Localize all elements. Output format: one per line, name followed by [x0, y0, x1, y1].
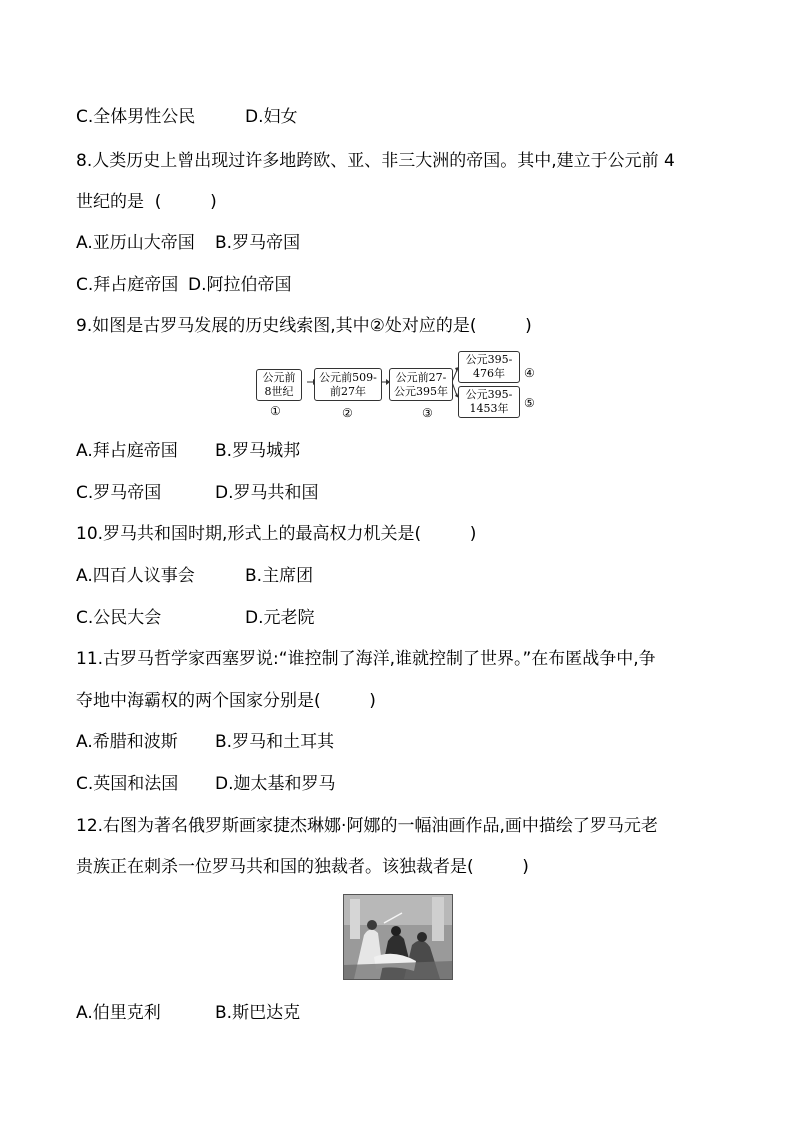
timeline-box-5 — [458, 386, 520, 418]
q10-option-a: A.四百人议事会 — [76, 566, 195, 586]
timeline-box-4-line1: 公元395- — [465, 353, 513, 366]
q10-option-b: B.主席团 — [245, 566, 314, 586]
timeline-box-1-line2: 8世纪 — [264, 385, 294, 398]
q11-stem-line1: 11.古罗马哲学家西塞罗说:“谁控制了海洋,谁就控制了世界。”在布匿战争中,争 — [76, 649, 656, 669]
q7-option-c: C.全体男性公民 — [76, 107, 196, 127]
q9-stem: 9.如图是古罗马发展的历史线索图,其中②处对应的是( ) — [76, 316, 532, 336]
q8-option-a: A.亚历山大帝国 — [76, 233, 195, 253]
q11-option-c: C.英国和法国 — [76, 774, 179, 794]
timeline-box-2-line2: 前27年 — [330, 384, 366, 398]
q12-option-a: A.伯里克利 — [76, 1003, 161, 1023]
timeline-num-1: ① — [270, 404, 281, 418]
q12-option-b: B.斯巴达克 — [215, 1003, 301, 1023]
q10-option-d: D.元老院 — [245, 608, 315, 628]
q12-stem-line2: 贵族正在刺杀一位罗马共和国的独裁者。该独裁者是( ) — [76, 857, 529, 877]
oil-painting-image — [343, 894, 453, 980]
timeline-num-3: ③ — [422, 406, 433, 420]
timeline-box-3-line2: 公元395年 — [394, 384, 448, 398]
timeline-box-4-line2: 476年 — [473, 367, 505, 380]
timeline-box-2 — [314, 368, 382, 401]
timeline-num-4: ④ — [524, 366, 535, 380]
q9-option-d: D.罗马共和国 — [215, 483, 319, 503]
q8-stem-line1: 8.人类历史上曾出现过许多地跨欧、亚、非三大洲的帝国。其中,建立于公元前 4 — [76, 151, 675, 171]
timeline-box-1 — [256, 369, 302, 401]
timeline-num-2: ② — [342, 406, 353, 420]
q7-option-d: D.妇女 — [245, 107, 298, 127]
q12-stem-line1: 12.右图为著名俄罗斯画家捷杰琳娜·阿娜的一幅油画作品,画中描绘了罗马元老 — [76, 816, 658, 836]
q10-stem: 10.罗马共和国时期,形式上的最高权力机关是( ) — [76, 524, 477, 544]
q10-option-c: C.公民大会 — [76, 608, 162, 628]
timeline-box-3-line1: 公元前27- — [395, 370, 447, 384]
q11-option-d: D.迦太基和罗马 — [215, 774, 336, 794]
timeline-box-3 — [389, 368, 453, 401]
timeline-box-5-line2: 1453年 — [469, 402, 509, 415]
painting-illustration — [344, 895, 452, 979]
timeline-box-1-line1: 公元前 — [262, 371, 296, 384]
q8-option-c: C.拜占庭帝国 — [76, 275, 179, 295]
q8-option-b: B.罗马帝国 — [215, 233, 301, 253]
q8-option-d: D.阿拉伯帝国 — [188, 275, 292, 295]
q11-option-a: A.希腊和波斯 — [76, 732, 178, 752]
q9-option-a: A.拜占庭帝国 — [76, 441, 178, 461]
q9-option-b: B.罗马城邦 — [215, 441, 301, 461]
q8-stem-line2: 世纪的是 ( ) — [76, 192, 217, 212]
timeline-box-5-line1: 公元395- — [465, 388, 513, 401]
timeline-num-5: ⑤ — [524, 396, 535, 410]
q11-stem-line2: 夺地中海霸权的两个国家分别是( ) — [76, 691, 376, 711]
q11-option-b: B.罗马和土耳其 — [215, 732, 335, 752]
q9-option-c: C.罗马帝国 — [76, 483, 162, 503]
timeline-box-2-line1: 公元前509- — [319, 370, 377, 384]
timeline-box-4 — [458, 351, 520, 383]
